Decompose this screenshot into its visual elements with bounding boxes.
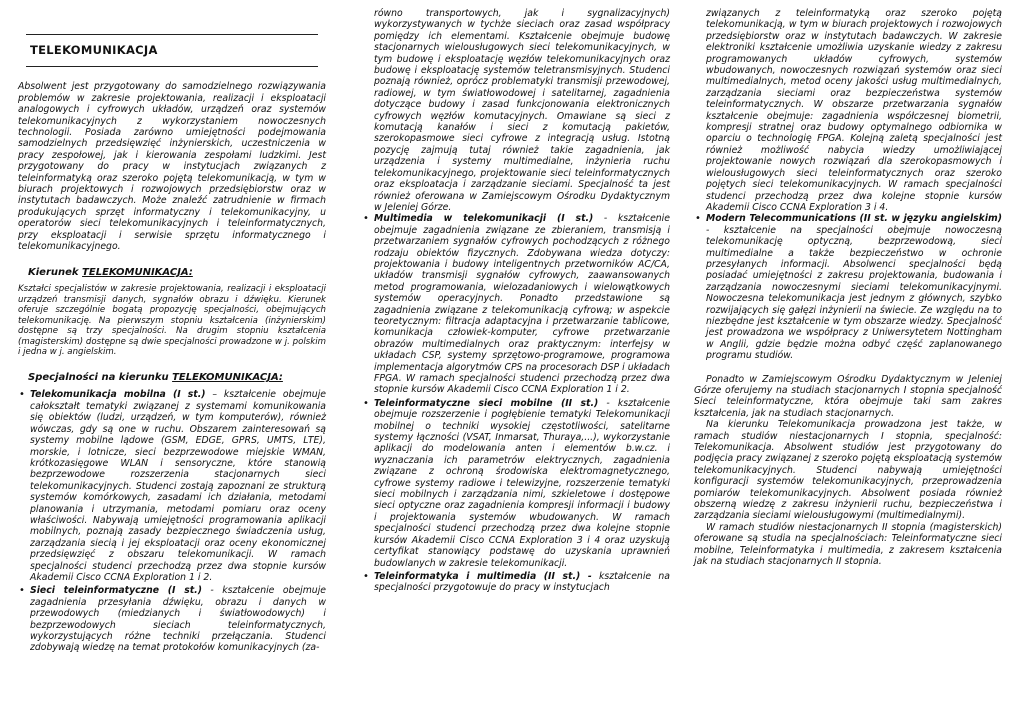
kierunek-heading-name: TELEKOMUNIKACJA: [82,266,193,278]
bullet-icon: • [363,213,369,225]
intro-paragraph: Absolwent jest przygotowany do samodzielnego rozwiązywania problemów w zakresie projektowania, realizacji i eksploatacji analogowych i cyfrowych układów, urządzeń oraz systemów telekomunikacyjnych z wykorzystaniem nowoczesnych technologii. Posiada zarówno umiejętności podejmowania samodzielnych przedsięwzięć inżynierskich, uczestniczenia w pracy zespołowej, jak i kierowania zespołami ludzkimi. Jest przygotowany do pracy w instytucjach związanych z teleinformatyką oraz szeroko pojętą telekomunikacją, w tym w biurach projektowych i rozwojowych przedsiębiorstw oraz w instytutach badawczych. Może znaleźć zatrudnienie w firmach produkujących sprzęt informatyczny i telekomunikacyjny, u operatorów sieci telekomunikacyjnych i teleinformatycznych, przy eksploatacji i serwisie sprzętu informatycznego i telekomunikacyjnego. [18,81,326,253]
specialization-name: Teleinformatyczne sieci mobilne (II st.) [374,397,599,409]
specialization-name: Multimedia w telekomunikacji (I st.) [374,213,594,225]
bullet-icon: • [695,213,701,225]
kierunek-heading [28,267,326,278]
column-middle [362,8,670,596]
specialization-name: Teleinformatyka i multimedia (II st.) - [374,570,592,582]
page-title: TELEKOMUNIKACJA [30,43,158,57]
column-right [694,8,1002,568]
specialization-name: Telekomunikacja mobilna (I st.) [30,389,206,401]
specializations-list [18,389,326,653]
specializations-heading-name: TELEKOMUNIKACJA: [172,372,283,384]
kierunek-paragraph: Kształci specjalistów w zakresie projektowania, realizacji i eksploatacji urządzeń transmisji danych, sygnałów obrazu i dźwięku. Kierunek oferuje szczególnie bogatą propozycję specjalności, obejmujących telekomunikację. Na pierwszym stopniu kształcenia (inżynierskim) dostępne są trzy specjalności. Na drugim stopniu kształcenia (magisterskim) dostępne są dwie specjalności prowadzone w j. polskim i jedna w j. angielskim. [18,283,326,358]
column-left [18,24,326,656]
list-item [362,213,670,396]
specialization-text: – kształcenie obejmuje całokształt tematyki związanej z systemami komunikowania się obiektów (ludzi, urządzeń, w tym komputerów), również wówczas, gdy są one w ruchu. Obszarem zainteresowań są systemy mobilne lądowe (GSM, EDGE, GPRS, UMTS, LTE), morskie, i lotnicze, sieci bezprzewodowe miejskie WMAN, krótkozasięgowe WLAN i sensoryczne, które stanowią bezprzewodowe rozszerzenia stacjonarnych sieci telekomunikacyjnych. Studenci zostają zapoznani ze strukturą systemów komórkowych, zasadami ich działania, metodami planowania i utrzymania, metodami pomiaru oraz oceny właściwości. Nabywają umiejętności programowania aplikacji mobilnych, poznają zasady bezpiecznego świadczenia usług, zarządzania siecią i jej eksploatacji oraz oceny ekonomicznej przedsięwzięć z obszaru telekomunikacji. W ramach specjalności studenci przechodzą przez dwa stopnie kursów Akademii Cisco CCNA Exploration 1 i 2. [30,389,326,583]
bullet-icon: • [19,389,25,401]
title-box [26,34,318,67]
nonstationary-second-degree-paragraph: W ramach studiów niestacjonarnych II stopnia (magisterskich) oferowane są studia na specjalnościach: Teleinformatyczne sieci mobilne, Teleinformatyka i multimedia, z zakresem kształcenia jak na studiach stacjonarnych II stopnia. [694,521,1002,568]
specialization-text: - kształcenie na specjalności obejmuje nowoczesną telekomunikację optyczną, bezprzewodową, sieci multimedialne a także bezpieczeństwo w ochronie przesyłanych informacji. Absolwenci specjalności będą posiadać umiejętności z zakresu projektowania, budowania i zarządzania nowoczesnymi sieciami telekomunikacyjnymi. Nowoczesna telekomunikacja jest jednym z głównych, szybko rozwijających się gałęzi inżynierii na świecie. Ze względu na to niezbędne jest kształcenie w tym obszarze wiedzy. Specjalność jest prowadzona we współpracy z Uniwersytetem Nottingham w Anglii, gdzie będzie można odbyć część zaplanowanego programu studiów. [706,224,1002,362]
specialization-text: - kształcenie obejmuje rozszerzenie i pogłębienie tematyki Telekomunikacji mobilnej o techniki wysokiej częstotliwości, satelitarne systemy łączności (VSAT, Inmarsat, Thuraya,...), wykorzystanie aplikacji do modelowania anten i elementów b.w.cz. i wyznaczania ich parametrów elektrycznych, zagadnienia związane z ochroną środowiska elektromagnetycznego, cyfrowe systemy radiowe i telewizyjne, rozszerzenie tematyki sieci mobilnych i zarządzania nimi, szkieletowe i dostępowe sieci optyczne oraz zagadnienia kompresji informacji i budowy i projektowania systemów wbudowanych. W ramach specjalności studenci przechodzą przez dwa kolejne stopnie kursów Akademii Cisco CCNA Exploration 3 i 4 oraz uzyskują certyfikat stanowiący podstawę do uzyskania uprawnień budowlanych w zakresie telekomunikacji. [374,397,670,569]
specializations-heading-prefix: Specjalności na kierunku [28,372,173,384]
list-item [362,571,670,594]
bullet-icon: • [363,397,369,409]
specialization-text: - kształcenie obejmuje zagadnienia przesyłania dźwięku, obrazu i danych w przewodowych (miedzianych i światłowodowych) i bezprzewodowych sieciach teleinformatycznych, wykorzystujących różne techniki przełączania. Studenci zdobywają wiedzę na temat protokołów komunikacyjnych (za- [30,585,327,654]
bullet-icon: • [363,570,369,582]
jelenia-gora-paragraph: Ponadto w Zamiejscowym Ośrodku Dydaktycznym w Jeleniej Górze oferujemy na studiach stacjonarnych I stopnia specjalność Sieci teleinformatyczne, która obejmuje taki sam zakres kształcenia, jak na studiach stacjonarnych. [694,373,1002,419]
list-item [18,389,326,583]
list-item [362,398,670,569]
kierunek-heading-prefix: Kierunek [28,266,83,278]
specializations-list-final [694,213,1002,361]
specializations-heading [28,372,326,383]
continued-paragraph: równo transportowych, jak i sygnalizacyjnych) wykorzystywanych w tychże sieciach oraz zasad współpracy pomiędzy ich elementami. Kształcenie obejmuje budowę stacjonarnych wielousługowych sieci telekomunikacyjnych, w tym budowę i eksploatację węzłów telekomunikacyjnych oraz budowę i eksploatację systemów teletransmisyjnych. Studenci poznają również, oprócz problematyki transmisji przewodowej, radiowej, w tym światłowodowej i satelitarnej, zagadnienia dotyczące budowy i zasad funkcjonowania elektronicznych cyfrowych węzłów komutacyjnych. Omawiane są sieci z komutacją kanałów i sieci z komutacją pakietów, szerokopasmowe sieci cyfrowe z integracją usług. Istotną pozycję zajmują tutaj również takie zagadnienia, jak urządzenia i systemy multimedialne, inżynieria ruchu telekomunikacyjnego, projektowanie sieci teleinformatycznych oraz eksploatacja i zarządzanie sieciami. Specjalność ta jest również oferowana w Zamiejscowym Ośrodku Dydaktycznym w Jeleniej Górze. [374,8,670,213]
specialization-text: kształcenie na specjalności przygotowuje do pracy w instytucjach [374,570,670,594]
specialization-text: - kształcenie obejmuje zagadnienia związane ze zbieraniem, transmisją i przetwarzaniem sygnałów cyfrowych pochodzących z różnego rodzaju obiektów fizycznych. Zdobywana wiedza dotyczy: projektowania i budowy inteligentnych przetworników AC/CA, układów transmisji sygnałów cyfrowych, zaawansowanych metod programowania, wielozadaniowych i wielowątkowych systemów operacyjnych. Ponadto przedstawione są zagadnienia związane z telekomunikacją cyfrową; w aspekcie teoretycznym: filtracja adaptacyjna i przetwarzanie tablicowe, komunikacja człowiek-komputer, cyfrowe przetwarzanie obrazów multimedialnych oraz praktycznym: interfejsy w układach CSP, systemy sprzętowo-programowe, programowa implementacja algorytmów CPS na procesorach DSP i układach FPGA. W ramach specjalności studenci przechodzą przez dwa stopnie kursów Akademii Cisco CCNA Exploration 1 i 2. [374,213,670,396]
list-item [18,585,326,653]
specializations-list-continued [362,213,670,593]
continued-paragraph: związanych z teleinformatyką oraz szeroko pojętą telekomunikacją, w tym w biurach projektowych i rozwojowych przedsiębiorstw oraz w instytutach badawczych. W zakresie elektroniki kształcenie umożliwia uzyskanie wiedzy z zakresu programowanych układów cyfrowych, systemów wbudowanych, nowoczesnych rozwiązań systemów oraz sieci multimedialnych, metod oceny jakości usług multimedialnych, zarządzania sieciami oraz bezpieczeństwa systemów teleinformatycznych. W obszarze przetwarzania sygnałów kształcenie obejmuje: zagadnienia współczesnej biometrii, kompresji stratnej oraz budowy optymalnego odbiornika w oparciu o technologię FPGA. Kolejną zaletą specjalności jest również możliwość nabycia wiedzy umożliwiającej projektowanie nowych rozwiązań dla szerokopasmowych i wielousługowych sieci teleinformatycznych oraz szeroko pojętych sieci telekomunikacyjnych. W ramach specjalności studenci przechodzą przez dwa kolejne stopnie kursów Akademii Cisco CCNA Exploration 3 i 4. [706,8,1002,213]
specialization-name: Sieci teleinformatyczne (I st.) [30,585,202,597]
nonstationary-first-degree-paragraph: Na kierunku Telekomunikacja prowadzona jest także, w ramach studiów niestacjonarnych I stopnia, specjalność: Telekomunikacja. Absolwent studiów jest przygotowany do podjęcia pracy związanej z szeroko pojętą eksploatacją systemów telekomunikacyjnych. Studenci nabywają umiejętności konfiguracji systemów telekomunikacyjnych, przeprowadzenia pomiarów telekomunikacyjnych. Absolwent posiada również obszerną wiedzę z zakresu inżynierii ruchu, bezpieczeństwa i zarządzania sieciami wielousługowymi (multimedialnymi). [694,419,1002,522]
bullet-icon: • [19,585,25,597]
specialization-name: Modern Telecommunications (II st. w języku angielskim) [706,213,1002,225]
list-item [694,213,1002,361]
spacer [694,364,1002,374]
